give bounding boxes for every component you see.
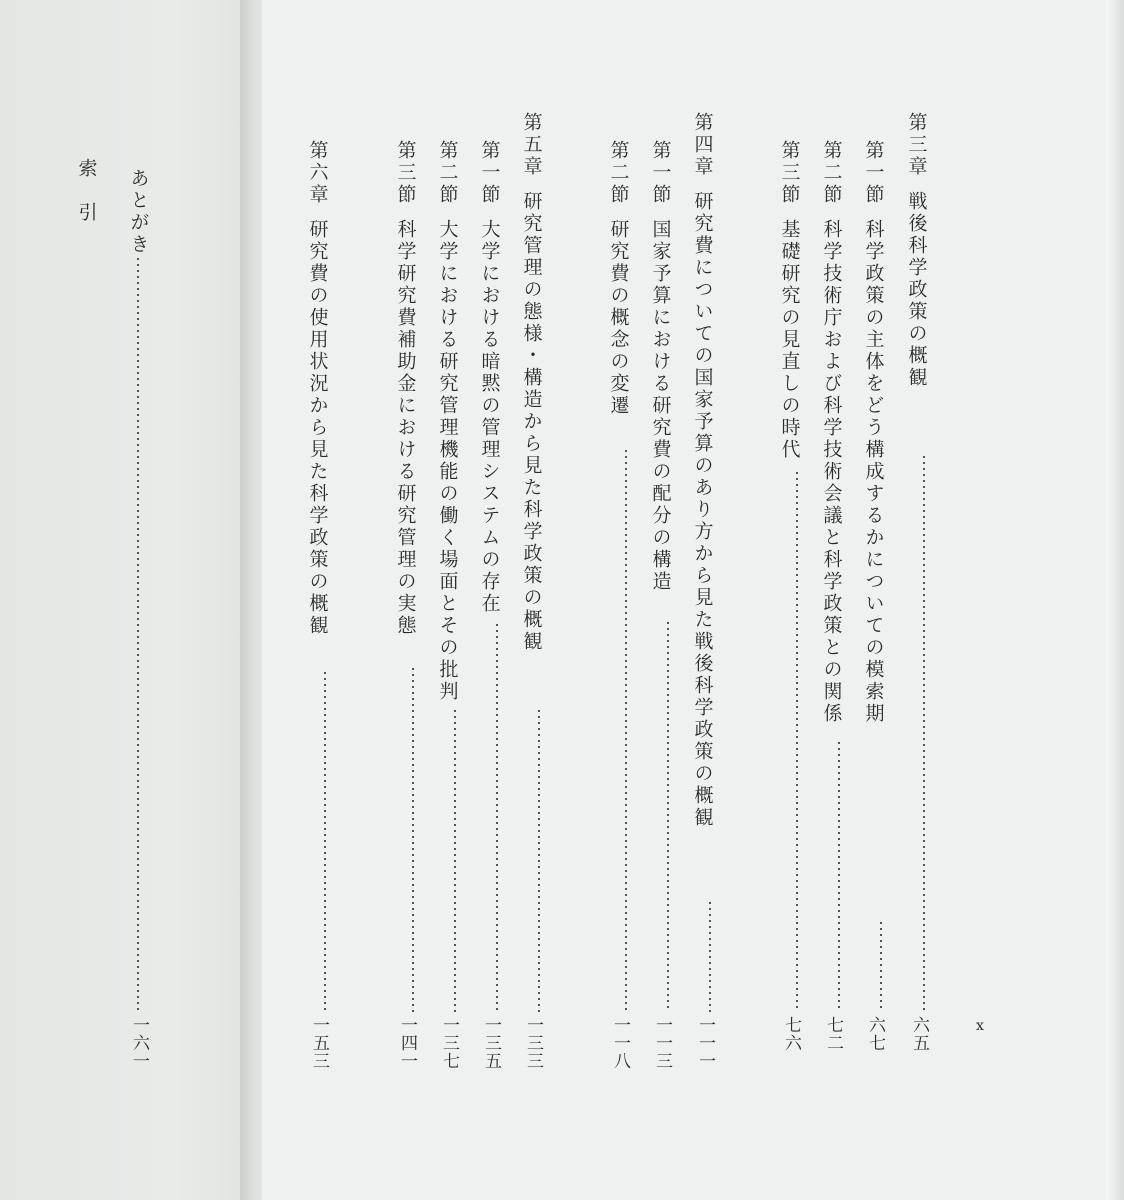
page-number: 一六一: [129, 1016, 149, 1070]
dot-leader: [538, 708, 540, 1012]
entry-number: 第二節: [436, 140, 459, 206]
entry-number: 第一節: [649, 140, 672, 206]
entry-number: 第二節: [607, 140, 630, 206]
page-number: 七六: [781, 1016, 801, 1052]
dot-leader: [324, 670, 326, 1012]
toc-entry-ch4-sec1: [640, 140, 680, 593]
entry-title: 研究費の使用状況から見た科学政策の概観: [306, 219, 329, 637]
toc-entry-chapter3: [896, 112, 936, 389]
entry-title: 科学技術庁および科学技術会議と科学政策との関係: [820, 219, 843, 725]
dot-leader: [454, 708, 456, 1012]
page-number: 一三七: [439, 1016, 459, 1070]
toc-entry-chapter5: [511, 112, 551, 653]
page-number: 一五三: [309, 1016, 329, 1070]
entry-number: 第三節: [778, 140, 801, 206]
dot-leader: [709, 900, 711, 1012]
page-number: 六七: [865, 1016, 885, 1052]
entry-title: 大学における研究管理機能の働く場面とその批判: [436, 219, 459, 703]
dot-leader: [137, 256, 139, 1012]
toc-entry-ch5-sec3: [385, 140, 425, 637]
entry-title: 索 引: [75, 158, 98, 224]
entry-title: 研究管理の態様・構造から見た科学政策の概観: [520, 191, 543, 653]
entry-title: あとがき: [127, 168, 150, 256]
toc-entry-ch3-sec1: [853, 140, 893, 725]
entry-number: 第一節: [478, 140, 501, 206]
entry-title: 国家予算における研究費の配分の構造: [649, 219, 672, 593]
toc-entry-ch4-sec2: [598, 140, 638, 417]
page-number: 一一三: [652, 1016, 672, 1070]
page-number: 一三三: [523, 1016, 543, 1070]
entry-title: 研究費についての国家予算のあり方から見た戦後科学政策の概観: [691, 191, 714, 829]
dot-leader: [496, 622, 498, 1012]
entry-title: 大学における暗黙の管理システムの存在: [478, 219, 501, 615]
dot-leader: [796, 470, 798, 1010]
entry-title: 科学政策の主体をどう構成するかについての模索期: [862, 219, 885, 725]
entry-title: 科学研究費補助金における研究管理の実態: [394, 219, 417, 637]
toc-entry-ch5-sec1: [469, 140, 509, 615]
toc-entry-chapter6: [297, 140, 337, 637]
page-number: 一四一: [397, 1016, 417, 1070]
toc-entry-chapter4: [682, 112, 722, 829]
entry-number: 第三節: [394, 140, 417, 206]
page-edge: [1106, 0, 1124, 1200]
toc-entry-ch3-sec2: [811, 140, 851, 725]
entry-number: 第六章: [306, 140, 329, 206]
dot-leader: [412, 666, 414, 1012]
page-number: 七二: [823, 1016, 843, 1052]
toc-entry-afterword: [118, 168, 158, 256]
entry-title: 研究費の概念の変遷: [607, 219, 630, 417]
entry-number: 第二節: [820, 140, 843, 206]
entry-number: 第五章: [520, 112, 543, 178]
page-number: 一一一: [695, 1016, 715, 1070]
toc-entry-ch3-sec3: [769, 140, 809, 461]
page-number: 一三五: [481, 1016, 501, 1070]
page-number: 一一八: [610, 1016, 630, 1070]
page-number: 六五: [909, 1016, 929, 1052]
toc-entry-index: [66, 158, 106, 224]
toc-entry-ch5-sec2: [427, 140, 467, 703]
entry-number: 第四章: [691, 112, 714, 178]
dot-leader: [838, 740, 840, 1012]
dot-leader: [923, 454, 925, 1014]
entry-title: 基礎研究の見直しの時代: [778, 219, 801, 461]
entry-number: 第三章: [905, 112, 928, 178]
dot-leader: [667, 620, 669, 1012]
dot-leader: [625, 448, 627, 1012]
dot-leader: [880, 920, 882, 1012]
entry-number: 第一節: [862, 140, 885, 206]
entry-title: 戦後科学政策の概観: [905, 191, 928, 389]
page-folio: x: [976, 1018, 984, 1034]
